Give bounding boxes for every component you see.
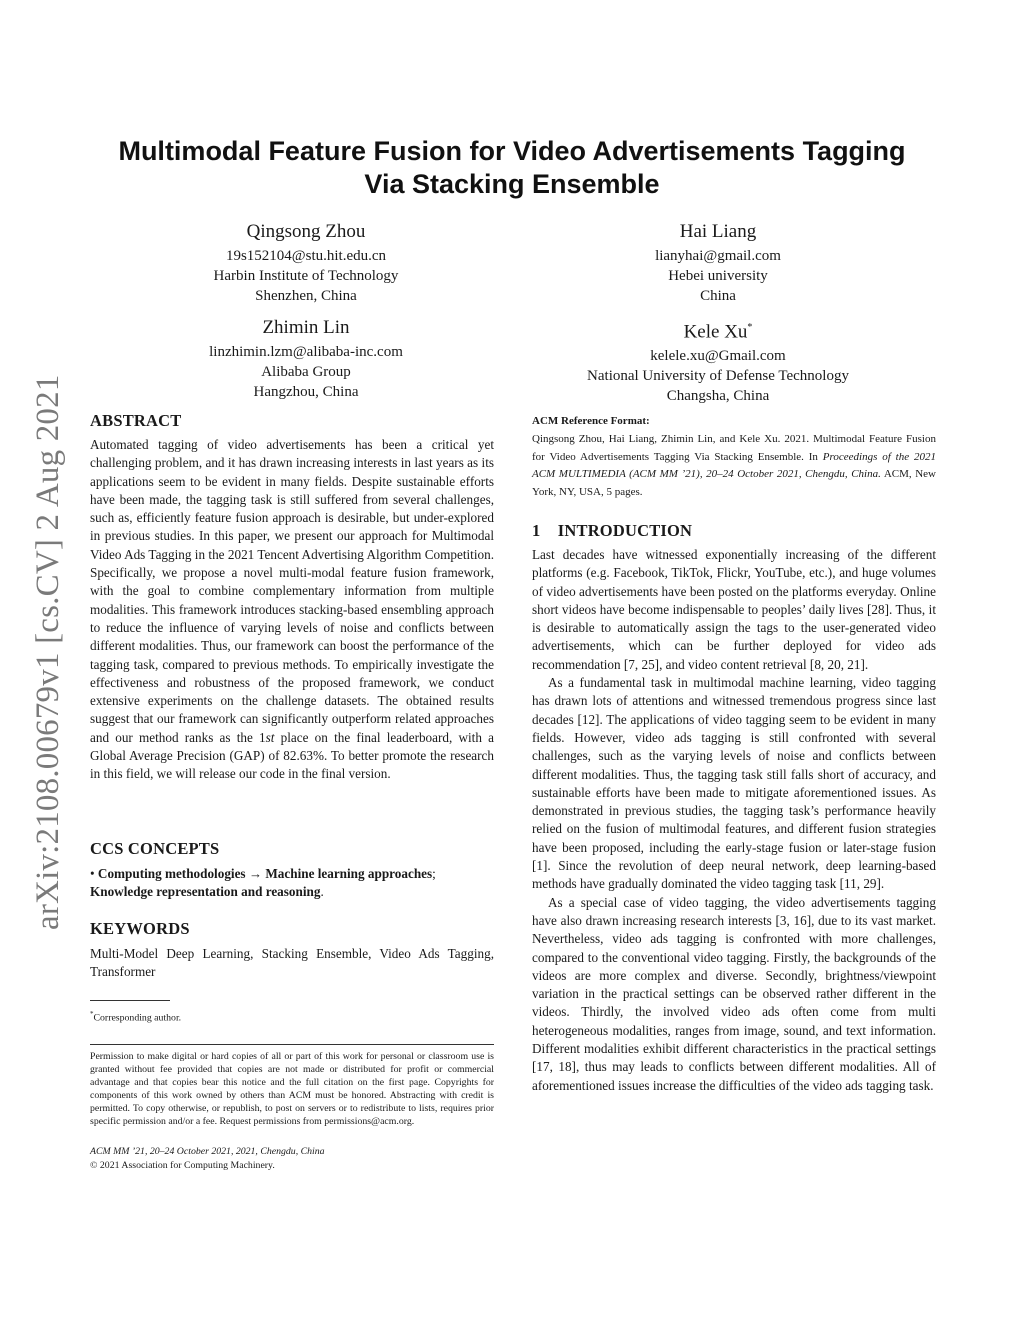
- keywords-heading: KEYWORDS: [90, 919, 190, 938]
- ccs-term: Machine learning approaches: [265, 866, 433, 881]
- copyright-line: © 2021 Association for Computing Machinery.: [90, 1160, 275, 1171]
- acm-reference-text: [532, 431, 936, 501]
- author-email: kelele.xu@Gmail.com: [650, 348, 786, 365]
- ccs-separator: ;: [432, 866, 436, 881]
- footnote-marker: *: [90, 1010, 94, 1018]
- author-name-wrap: [518, 315, 918, 345]
- keywords-section: [90, 918, 494, 982]
- author-name: Hai Liang: [679, 221, 757, 242]
- introduction-section: [532, 520, 936, 1095]
- ccs-end: .: [320, 884, 324, 900]
- paper-title: [70, 135, 954, 201]
- author-location: Changsha, China: [666, 388, 770, 405]
- ccs-bullet: •: [90, 866, 95, 881]
- arxiv-stamp: arXiv:2108.00679v1 [cs.CV] 2 Aug 2021: [30, 374, 66, 930]
- author-email: 19s152104@stu.hit.edu.cn: [225, 248, 387, 264]
- author-name: Zhimin Lin: [262, 317, 350, 338]
- acm-reference-heading: ACM Reference Format:: [532, 415, 650, 427]
- conference-text: ACM MM ’21, 20–24 October 2021, 2021, Chengdu, China: [90, 1146, 325, 1157]
- ccs-term: Computing methodologies: [97, 866, 246, 881]
- author-block-3: [156, 315, 456, 402]
- footnote: [90, 1008, 494, 1024]
- permission-text: Permission to make digital or hard copies of all or part of this work for personal or classroom use is granted without fee provided that copies are not made or distributed for profit or commercial advantage and that copies bear this notice and the full citation on the first page. Copyrights for components of this work owned by others than ACM must be honored. Abstracting with credit is permitted. To copy otherwise, or republish, to post on servers or to redistribute to lists, requires prior specific permission and/or a fee. Request permissions from permissions@acm.org.: [90, 1051, 494, 1128]
- ccs-heading: CCS CONCEPTS: [90, 839, 220, 858]
- ccs-term: Knowledge representation and reasoning: [90, 884, 321, 900]
- abstract-text: [90, 436, 494, 784]
- author-location: China: [700, 288, 736, 304]
- author-email: linzhimin.lzm@alibaba-inc.com: [209, 344, 403, 360]
- acm-reference-part: ACM, New York, NY, USA, 5 pages.: [532, 468, 936, 498]
- footnote-text: Corresponding author.: [93, 1012, 182, 1024]
- author-affiliation: Alibaba Group: [261, 364, 351, 380]
- author-name: Qingsong Zhou: [246, 221, 366, 242]
- intro-paragraph-2: As a fundamental task in multimodal machine learning, video tagging has drawn lots of attentions and witnessed tremendous progress since last decades [12]. The applications of video tagging seem to be evident in many fields. However, video ads tagging is still confronted with several challenges, such as the varying levels of noise and conflicts between different modalities. Thus, the tagging task still falls short of accuracy, and sustainable efforts have been made to mitigate aforementioned issues. As demonstrated in previous studies, the tagging task’s performance heavily relied on the fusion of multimodal features, and different fusion strategies have been proposed, including the early-stage fusion or later-stage fusion [1]. Since the revolution of deep neural network, deep learning-based methods have gradually dominated the video tagging task [11, 29].: [532, 675, 936, 892]
- abstract-text-italic: st: [265, 729, 275, 745]
- conference-line: [90, 1145, 494, 1158]
- abstract-section: [90, 410, 494, 784]
- keywords-text: Multi-Model Deep Learning, Stacking Ensemble, Video Ads Tagging, Transformer: [90, 946, 494, 980]
- abstract-heading: ABSTRACT: [90, 411, 182, 430]
- title-line-2: Via Stacking Ensemble: [364, 169, 660, 199]
- acm-reference-proceedings: Proceedings of the 2021 ACM MULTIMEDIA (ACM MM ’21), 20–24 October 2021, Chengdu, China.: [532, 450, 936, 481]
- author-block-4: [518, 315, 918, 406]
- author-email: lianyhai@gmail.com: [655, 248, 781, 264]
- right-column: [532, 414, 936, 1194]
- ccs-section: [90, 838, 494, 902]
- author-name: Kele Xu: [683, 321, 748, 343]
- author-location: Hangzhou, China: [253, 384, 359, 400]
- author-affiliation: Harbin Institute of Technology: [213, 268, 399, 284]
- author-affiliation: Hebei university: [668, 268, 768, 284]
- introduction-heading: 1 INTRODUCTION: [532, 521, 693, 540]
- abstract-text-part: place on the final leaderboard, with a Global Average Precision (GAP) of 82.63%. To better promote the research in this field, we will release our code in the final version.: [90, 729, 494, 782]
- intro-paragraph-1: Last decades have witnessed exponentially increasing of the different platforms (e.g. Facebook, TikTok, Flickr, YouTube, etc.), and huge volumes of video advertisements have been posted on the platforms everyday. Online short videos have become indispensable to peoples’ daily lives [28]. Thus, it is desirable to automatically assign the tags to the user-generated video advertisements, which can be further deployed for video ads recommendation [7, 25], and video content retrieval [8, 20, 21].: [532, 547, 936, 672]
- author-location: Shenzhen, China: [255, 288, 357, 304]
- arrow-icon: →: [248, 866, 263, 881]
- corresponding-marker: *: [747, 322, 753, 333]
- abstract-text-part: Automated tagging of video advertisements has been a critical yet challenging problem, and it has drawn increasing interests in last years as its applications seem to be evident in many fields. Despite sustainable efforts have been made, the tagging task is still suffered from several challenges, such as, efficiently feature fusion approach is desirable, but under-explored in previous studies. In this paper, we present our approach for Multimodal Video Ads Tagging in the 2021 Tencent Advertising Algorithm Competition. Specifically, we propose a novel multi-modal feature fusion framework, with the goal to combine complementary information from multiple modalities. This framework introduces stacking-based ensembling approach to reduce the influence of varying levels of noise and conflicts between different modalities. Thus, our framework can boost the performance of the tagging task, compared to previous methods. To empirically investigate the effectiveness and robustness of the proposed framework, we conduct extensive experiments on the challenge datasets. The obtained results suggest that our framework can significantly outperform related approaches and our method ranks as the 1: [90, 437, 494, 745]
- acm-reference-part: Qingsong Zhou, Hai Liang, Zhimin Lin, and Kele Xu. 2021. Multimodal Feature Fusion for Video Advertisements Tagging Via Stacking Ensemble. In: [532, 433, 936, 463]
- author-affiliation: National University of Defense Technology: [587, 368, 849, 385]
- footnote-rule: [90, 1000, 170, 1001]
- acm-reference: [532, 414, 936, 501]
- intro-paragraph-3: As a special case of video tagging, the video advertisements tagging have also drawn increasing research interests [3, 16], due to its vast market. Nevertheless, video ads tagging is confronted with more challenges, compared to the conventional video tagging. Firstly, the backgrounds of the videos are more complex and diverse. Secondly, brightness/viewpoint variation in the practical settings can be observed rather different in the videos. Thirdly, the involved video ads often come from multi heterogeneous modalities, ranges from image, sound, and text information. Different modalities exhibit different characteristics in the practical settings [17, 18], thus may leads to conflicts between different modalities. All of aforementioned issues increase the difficulties of the video ads tagging task.: [532, 894, 936, 1093]
- author-block-2: [568, 219, 868, 306]
- author-block-1: [156, 219, 456, 306]
- ccs-text: [90, 865, 494, 902]
- permission-rule: [90, 1044, 494, 1045]
- title-line-1: Multimodal Feature Fusion for Video Advertisements Tagging: [118, 136, 906, 166]
- left-column: [90, 410, 494, 1180]
